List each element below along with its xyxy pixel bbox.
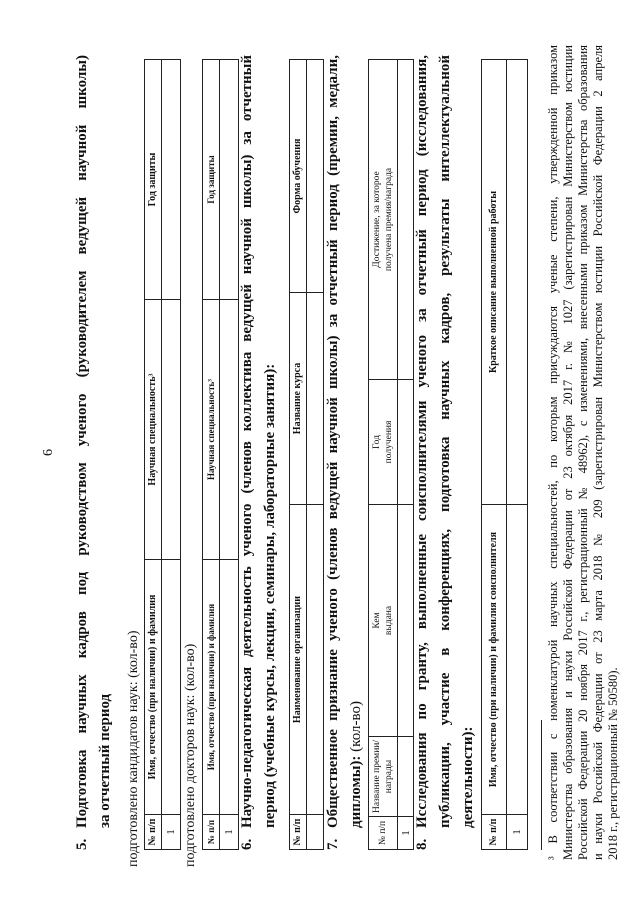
- candidates-table: [144, 59, 181, 850]
- header-course-name: Название курса: [290, 293, 307, 505]
- teaching-activity-table: [289, 59, 324, 850]
- header-full-name: Имя, отчество (при наличии) и фамилия: [203, 560, 220, 815]
- table-header-row: [203, 60, 220, 850]
- section-8-heading: [411, 55, 480, 850]
- heading-line: Общественное признание ученого (членов ведущей научной школы) за отчетный период (премии, медали,: [325, 55, 341, 828]
- footnote-line: 2018 г., регистрационный № 50580).: [606, 667, 620, 860]
- cell-organization: [307, 505, 324, 815]
- section-number: 7.: [325, 838, 341, 850]
- header-defense-year: Год защиты: [203, 60, 220, 300]
- cell-defense-year: [162, 60, 181, 300]
- table-row: [507, 60, 528, 850]
- header-specialty: Научная специальность³: [145, 300, 162, 560]
- header-number: № п/п: [145, 815, 162, 850]
- doctors-count-label: подготовлено докторов наук: (кол-во): [183, 643, 198, 867]
- header-defense-year: Год защиты: [145, 60, 162, 300]
- section-number: 8.: [414, 838, 430, 850]
- table-header-row: [290, 60, 307, 850]
- header-study-form: Форма обучения: [290, 60, 307, 293]
- header-organization: Наименование организации: [290, 505, 307, 815]
- footnote-line: Российской Федерации 20 ноября 2017 г., регистрационный № 48962), с изменениями, внесенными приказом Министерства образования: [576, 45, 590, 860]
- awards-table: [368, 59, 414, 850]
- table-row: [162, 60, 181, 850]
- table-header-row: [145, 60, 162, 850]
- cell-full-name: [162, 560, 181, 815]
- candidates-count-label: подготовлено кандидатов наук: (кол-во): [126, 630, 141, 867]
- table-row: [307, 60, 324, 850]
- co-executors-table: [481, 59, 528, 850]
- section-7-heading: [322, 55, 368, 850]
- footnote-line: ³ В соответствии с номенклатурой научных специальностей, по которым присуждаются ученые степени, утвержденной приказом: [546, 45, 560, 860]
- header-number: № п/п: [482, 815, 507, 850]
- footnote: [546, 45, 621, 860]
- table-header-row: [369, 60, 398, 850]
- header-year-received: [369, 380, 398, 505]
- header-achievement: [369, 60, 398, 380]
- header-number: № п/п: [369, 817, 398, 850]
- heading-line: период (учебные курсы, лекции, семинары, лабораторные занятия):: [262, 363, 278, 828]
- header-work-description: Краткое описание выполненной работы: [482, 60, 507, 505]
- heading-line-bold: дипломы):: [348, 755, 364, 828]
- table-header-row: [482, 60, 507, 850]
- header-issued-by: [369, 505, 398, 737]
- section-number: 6.: [239, 838, 255, 850]
- header-specialty: Научная специальность³: [203, 300, 220, 560]
- header-number: № п/п: [290, 815, 307, 850]
- cell-study-form: [307, 60, 324, 293]
- section-5-heading: [71, 55, 117, 850]
- cell-work-description: [507, 60, 528, 505]
- doctors-table: [202, 59, 239, 850]
- section-number: 5.: [74, 838, 90, 850]
- heading-line: [345, 55, 368, 828]
- footnote-line: Министерства образования и науки Российской Федерации от 23 октября 2017 г. № 1027 (зарегистрирован Министерством юстиции: [561, 45, 575, 860]
- cell-number: 1: [220, 815, 239, 850]
- heading-line: деятельности):: [460, 726, 476, 828]
- footnote-line: и науки Российской Федерации от 23 марта 2018 № 209 (зарегистрирован Министерством юстиции Российской Федерации 2 апреля: [591, 45, 605, 860]
- cell-number: 1: [507, 815, 528, 850]
- cell-specialty: [162, 300, 181, 560]
- heading-line: Исследования по гранту, выполненные соисполнителями ученого за отчетный период (исследования,: [414, 55, 430, 828]
- cell-co-executor-name: [507, 505, 528, 815]
- header-co-executor-name: Имя, отчество (при наличии) и фамилия соисполнителя: [482, 505, 507, 815]
- header-award-name: Название премии/награды: [369, 737, 398, 817]
- header-issued-by-text: Кем выдана: [372, 605, 394, 636]
- header-number: № п/п: [203, 815, 220, 850]
- header-achievement-text: Достижение, за которое получена премия/награда: [372, 167, 394, 272]
- heading-line: за отчетный период: [97, 693, 113, 828]
- cell-number: 1: [162, 815, 181, 850]
- heading-line: Подготовка научных кадров под руководством ученого (руководителем ведущей научной школы): [74, 55, 90, 828]
- heading-line: Научно-педагогическая деятельность ученого (членов коллектива ведущей научной школы) за отчетный: [239, 55, 255, 828]
- section-6-heading: [236, 55, 282, 850]
- header-full-name: Имя, отчество (при наличии) и фамилия: [145, 560, 162, 815]
- cell-number: [307, 815, 324, 850]
- cell-course-name: [307, 293, 324, 505]
- header-year-received-text: Год получения: [372, 420, 394, 464]
- heading-line: публикации, участие в конференциях, подготовка научных кадров, результаты интеллектуальной: [437, 55, 453, 828]
- cell-number: 1: [398, 817, 414, 850]
- count-note: (кол-во): [348, 701, 364, 752]
- footnote-separator: [541, 720, 542, 850]
- page-number: 6: [41, 449, 56, 456]
